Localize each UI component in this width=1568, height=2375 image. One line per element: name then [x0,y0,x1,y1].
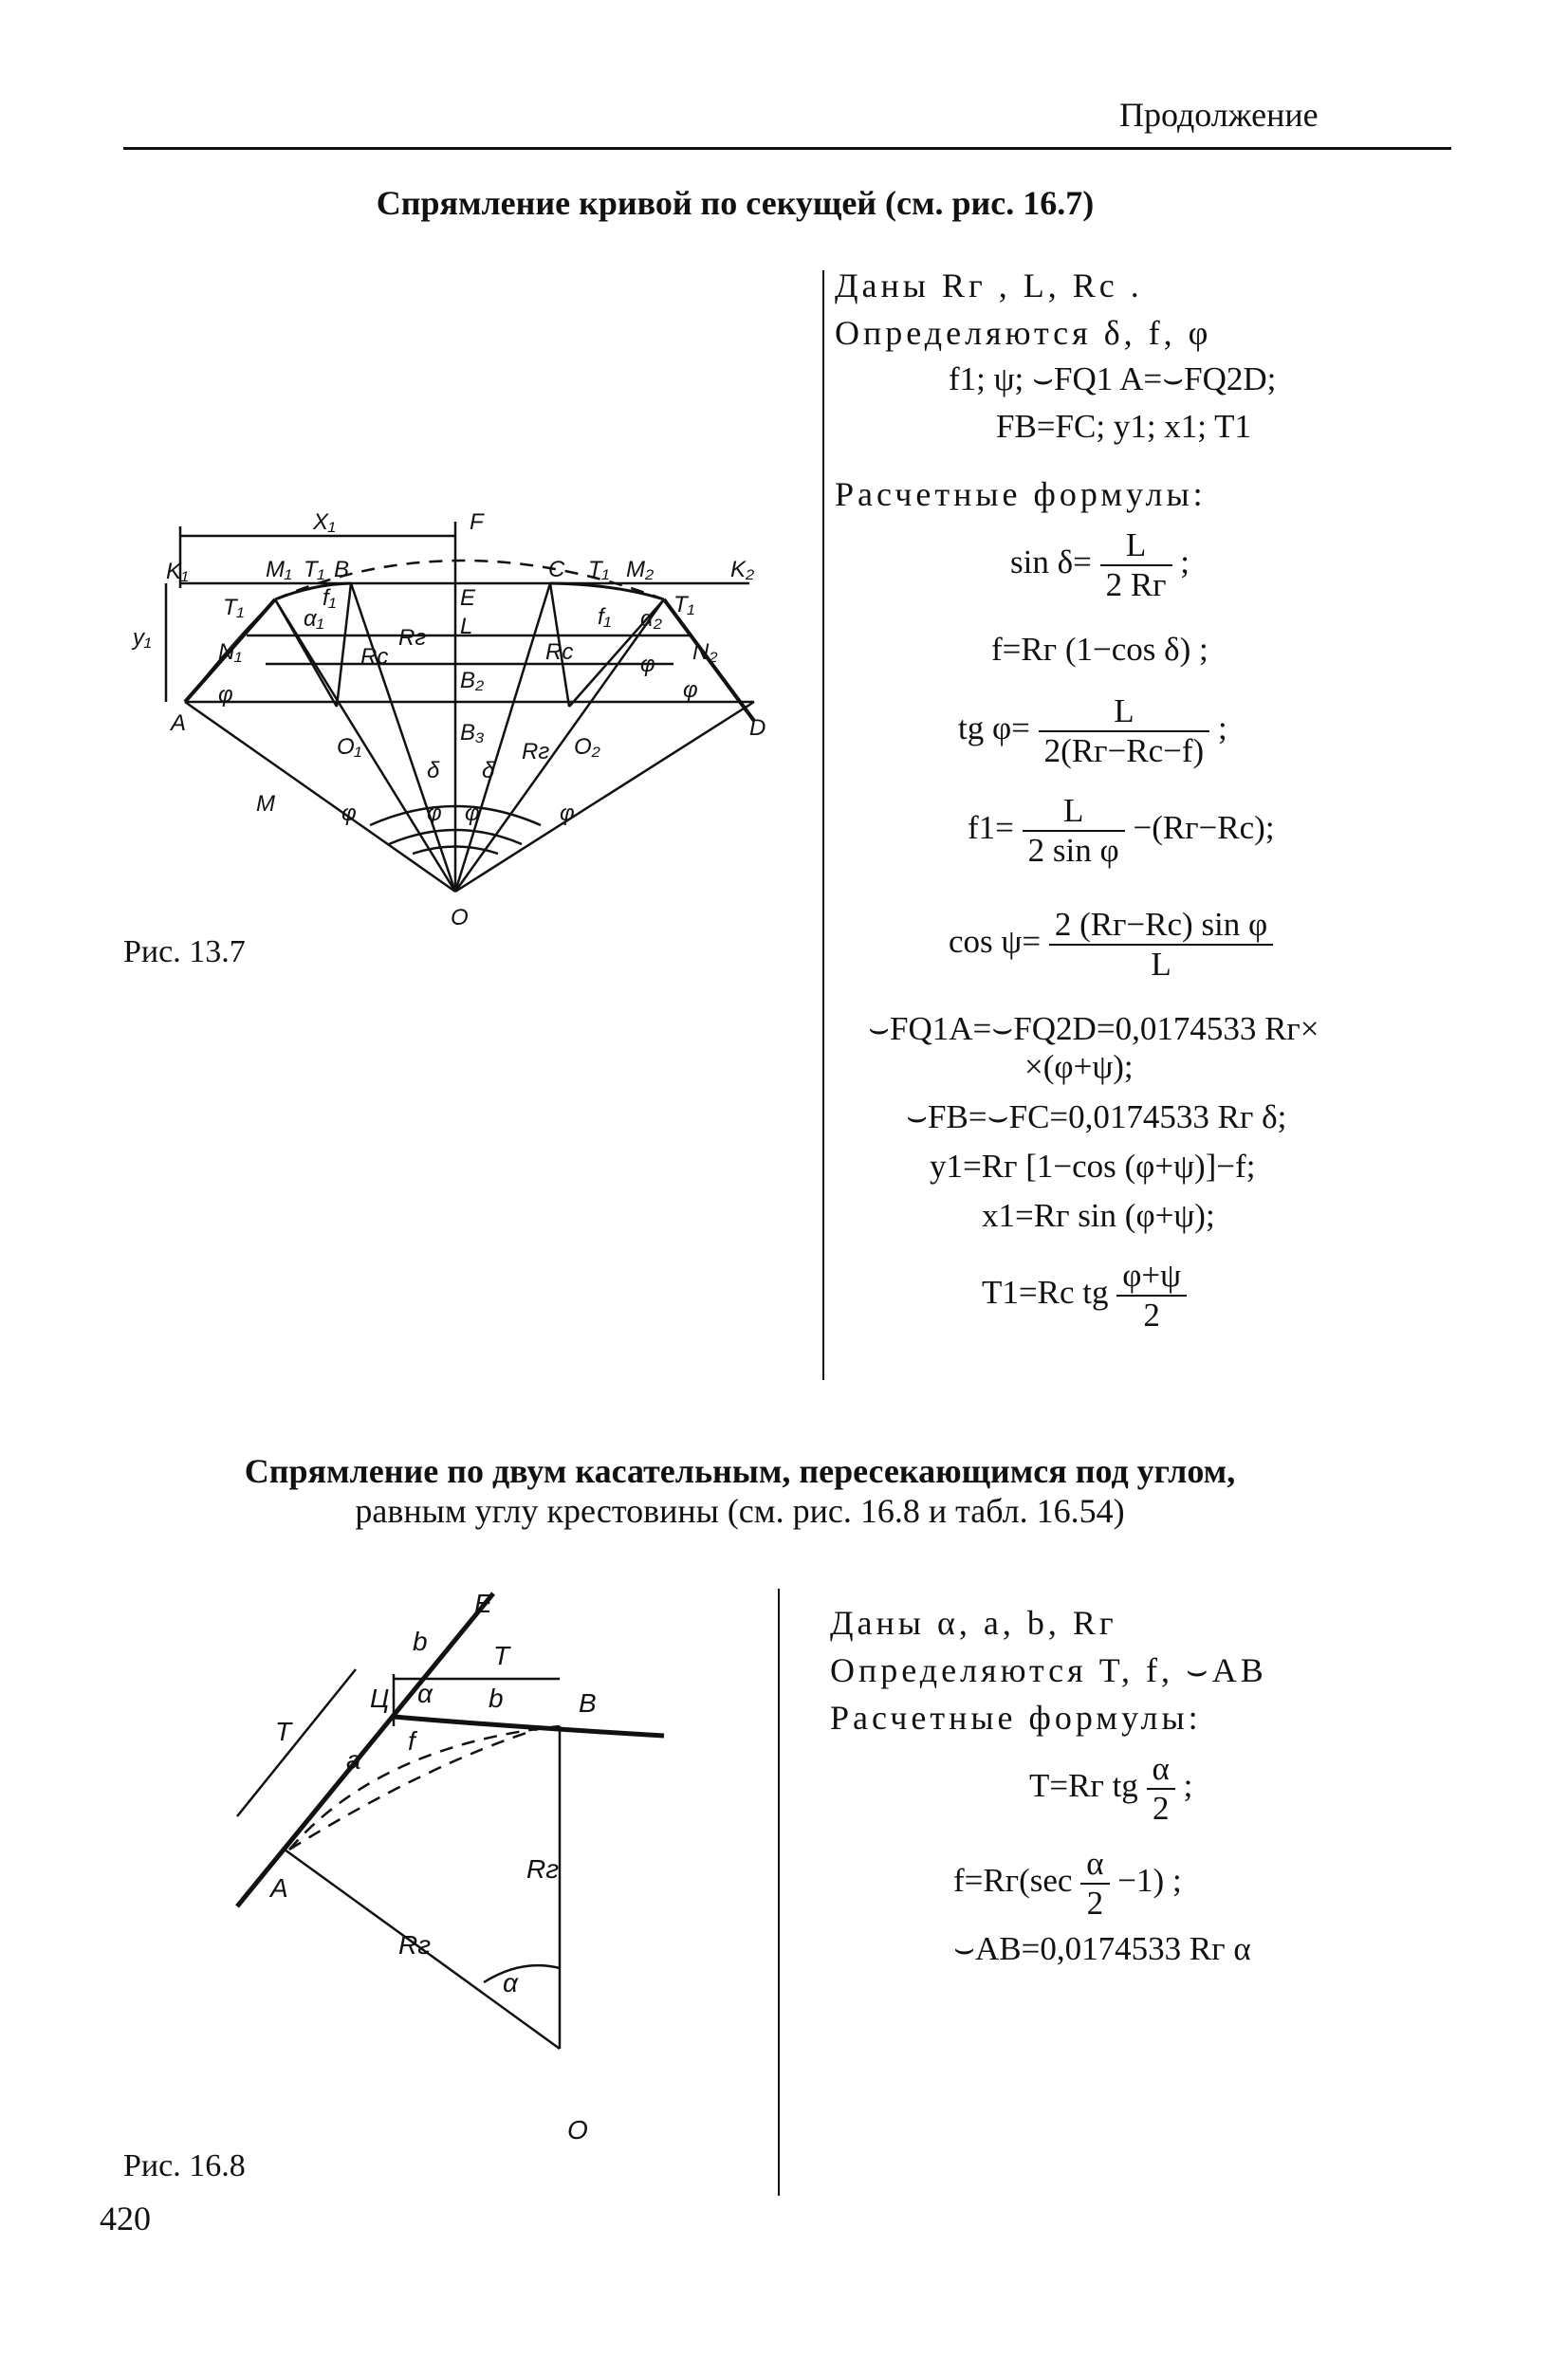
formula-T1-den: 2 [1143,1297,1160,1334]
svg-text:φ: φ [427,801,442,826]
svg-text:T₁: T₁ [223,595,245,620]
svg-text:Rc: Rc [545,639,574,665]
svg-text:M₂: M₂ [626,557,655,582]
section2-determined: Определяются T, f, ⌣AB [830,1651,1267,1689]
section1-title: Спрямление кривой по секущей (см. рис. 16.7) [376,184,1095,222]
formula-f2 [953,1845,1182,1923]
formula-y1: y1=Rг [1−cos (φ+ψ)]−f; [930,1148,1256,1185]
section1-given: Даны Rг , L, Rc . [835,267,1143,304]
formula-f1-den: 2 sin φ [1027,832,1119,869]
svg-text:φ: φ [560,801,575,826]
svg-text:f: f [408,1726,415,1756]
svg-text:φ: φ [683,677,698,703]
svg-text:O: O [567,2115,588,2144]
section2-given: Даны α, a, b, Rг [830,1604,1117,1642]
formula-f1-left: f1= [968,809,1014,847]
svg-text:B: B [579,1688,597,1718]
svg-text:L: L [460,614,473,639]
figure-caption-1: Рис. 13.7 [123,934,246,969]
svg-text:B: B [334,557,350,582]
formula-f2-den: 2 [1086,1885,1104,1922]
svg-text:φ: φ [465,801,480,826]
formula-cos-left: cos ψ= [949,923,1042,961]
svg-text:δ: δ [427,758,440,783]
formula-arc-1b: ×(φ+ψ); [1024,1048,1134,1085]
svg-text:K₁: K₁ [166,559,189,584]
formula-f1 [968,792,1275,870]
formula-T-left: T=Rг tg [1029,1767,1138,1805]
formula-T1 [982,1257,1187,1335]
section2-title-line1: Спрямление по двум касательным, пересекающимся под углом, [244,1452,1236,1490]
svg-text:α₂: α₂ [640,606,662,632]
formula-tg-left: tg φ= [958,709,1030,747]
svg-text:φ: φ [218,682,233,708]
formula-sin-delta: sin δ= $\frac{L}{2 Rг}$ ; [1010,526,1190,603]
svg-text:T₁: T₁ [588,557,610,582]
formula-f2-num: α [1080,1845,1109,1885]
svg-text:B₃: B₃ [460,720,485,746]
formula-sin-left: sin δ= [1010,543,1092,581]
svg-text:Rг: Rг [398,1930,432,1960]
svg-text:O: O [451,905,469,930]
svg-text:f₁: f₁ [598,604,612,630]
formula-arc-AB: ⌣AB=0,0174533 Rг α [953,1930,1251,1967]
svg-text:a: a [346,1745,361,1775]
formula-cos-psi [949,906,1273,984]
formula-tg-num: L [1039,692,1210,732]
svg-text:φ: φ [341,801,357,826]
section2-formulas-label: Расчетные формулы: [830,1699,1202,1737]
svg-text:C: C [548,557,565,582]
svg-text:T₁: T₁ [304,557,325,582]
svg-text:X₁: X₁ [313,509,336,535]
formula-f1-num: L [1023,792,1125,832]
section1-determined-2: f1; ψ; ⌣FQ1 A=⌣FQ2D; [949,360,1277,397]
formula-tg-den: 2(Rг−Rc−f) [1043,732,1205,769]
svg-text:Rг: Rг [398,625,427,651]
formula-tg-phi: tg φ= $\frac{L}{2(Rг-Rc-f)}$ ; [958,692,1227,769]
section1-determined: Определяются δ, f, φ [835,314,1212,352]
diagram-fig-13-7 [123,503,787,930]
svg-text:M₁: M₁ [266,557,292,582]
svg-text:N₂: N₂ [692,639,718,665]
section2-title-line2: равным углу крестовины (см. рис. 16.8 и табл. 16.54) [355,1492,1125,1530]
divider-line-2 [778,1589,780,2196]
formula-T1-left: T1=Rc tg [982,1274,1109,1312]
divider-line-1 [822,270,824,1380]
svg-text:Rг: Rг [526,1854,560,1884]
svg-text:F: F [470,509,484,535]
svg-text:T: T [275,1717,292,1746]
svg-text:T: T [493,1641,510,1670]
svg-text:Ц: Ц [370,1684,390,1713]
svg-text:O₂: O₂ [574,734,600,760]
svg-text:y₁: y₁ [133,625,152,651]
figure-caption-2: Рис. 16.8 [123,2148,246,2183]
page-number: 420 [100,2200,151,2237]
formula-arc-1: ⌣FQ1A=⌣FQ2D=0,0174533 Rг× [868,1010,1319,1047]
svg-text:M: M [256,791,275,817]
svg-text:b: b [489,1684,504,1713]
formula-cos-num: 2 (Rг−Rc) sin φ [1049,906,1273,946]
formula-T-num: α [1147,1750,1175,1790]
svg-text:Rг: Rг [522,739,550,764]
svg-text:T₁: T₁ [673,592,695,617]
formula-f2-right: −1) ; [1117,1862,1182,1900]
formula-x1: x1=Rг sin (φ+ψ); [982,1197,1215,1234]
formula-T-den: 2 [1152,1790,1170,1827]
svg-text:b: b [413,1627,428,1656]
svg-text:Rc: Rc [360,644,389,670]
svg-text:E: E [460,585,476,611]
formula-f1-right: −(Rг−Rc); [1133,809,1275,847]
formula-sin-num: L [1100,526,1172,566]
svg-text:α₁: α₁ [304,606,324,632]
diagram-fig-16-8 [218,1574,692,2144]
svg-text:N₁: N₁ [218,639,242,665]
svg-text:α: α [503,1968,518,1998]
svg-text:f₁: f₁ [323,585,337,611]
formula-arc-2: ⌣FB=⌣FC=0,0174533 Rг δ; [906,1098,1287,1135]
svg-text:A: A [270,1873,288,1903]
svg-text:A: A [171,710,187,736]
section1-determined-3: FB=FC; y1; x1; T1 [996,408,1252,445]
formula-cos-den: L [1151,946,1171,983]
svg-text:δ: δ [482,758,495,783]
svg-text:K₂: K₂ [730,557,755,582]
formula-T1-num: φ+ψ [1116,1257,1187,1297]
formula-T: T=Rг tg $\frac{\alpha}{2}$ ; [1029,1750,1193,1827]
svg-text:D: D [749,715,766,741]
svg-text:E: E [474,1589,492,1618]
section1-formulas-label: Расчетные формулы: [835,475,1207,513]
svg-text:α: α [417,1679,433,1708]
svg-text:B₂: B₂ [460,668,485,693]
formula-sin-den: 2 Rг [1105,566,1167,603]
formula-f: f=Rг (1−cos δ) ; [991,631,1208,668]
continuation-label: Продолжение [1119,96,1319,134]
svg-text:φ: φ [640,652,655,677]
svg-text:O₁: O₁ [337,734,362,760]
header-rule [123,147,1451,150]
formula-f2-left: f=Rг(sec [953,1862,1073,1900]
